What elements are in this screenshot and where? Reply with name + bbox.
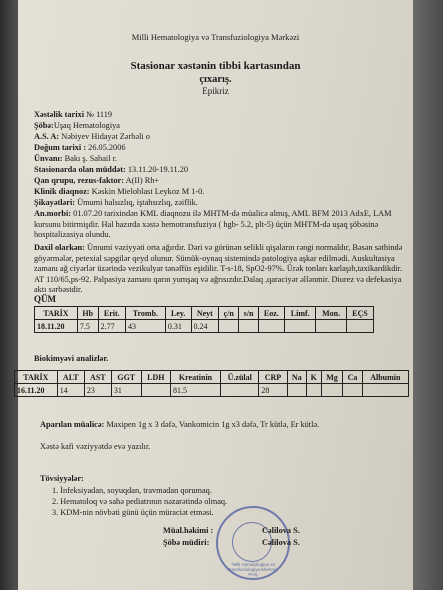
biochem-cell <box>287 384 306 397</box>
biochem-cell: 81.5 <box>170 384 220 397</box>
document-page <box>18 0 413 590</box>
blood-cell: 18.11.20 <box>35 320 78 333</box>
blood-header: Erit. <box>98 307 125 320</box>
blood-header: Hb <box>77 307 98 320</box>
biochem-header: Ca <box>343 371 362 384</box>
blood-header: EÇS <box>346 307 373 320</box>
info-diagnosis: Klinik diaqnoz: Kəskin Mieloblast Leykoz M 1-0. <box>34 187 205 196</box>
biochem-table <box>14 370 409 397</box>
biochem-header: AST <box>84 371 111 384</box>
biochem-cell <box>362 384 408 397</box>
info-stay: Stasionarda olan müddət: 13.11.20-19.11.20 <box>34 165 189 174</box>
blood-header: Limf. <box>284 307 315 320</box>
biochem-cell: 14 <box>57 384 84 397</box>
stamp-text: "Milli Hematologiya və Transfuziologiya Mərkəzi" PHŞ <box>227 562 279 577</box>
biochem-cell <box>306 384 321 397</box>
biochem-header: Albumin <box>362 371 408 384</box>
signature-head-name: Cəlilova S. <box>262 538 300 547</box>
blood-cell <box>258 320 284 333</box>
biochem-cell: 16.11.20 <box>15 384 58 397</box>
blood-cell <box>346 320 373 333</box>
blood-label: QÜM <box>34 294 56 304</box>
info-address: Ünvanı: Bakı ş. Sabail r. <box>34 154 117 163</box>
biochem-header: GGT <box>111 371 141 384</box>
blood-cell: 0.24 <box>191 320 219 333</box>
blood-cell <box>219 320 239 333</box>
biochem-header: Kreatinin <box>170 371 220 384</box>
treatment: Aparılan müalicə: Maxipen 1g x 3 dəfə, Vankomicin 1g x3 dəfə, Tr kütlə, Er kütlə. <box>40 420 320 429</box>
list-item: 3. KDM-nin növbəti günü üçün müraciət etməsi. <box>52 508 214 517</box>
blood-cell <box>239 320 259 333</box>
background-left <box>0 0 18 590</box>
blood-table <box>34 306 374 333</box>
info-department: Şöbə:Uşaq Hematologiya <box>34 121 120 130</box>
biochem-header: CRP <box>259 371 287 384</box>
blood-cell <box>316 320 346 333</box>
biochem-cell <box>321 384 343 397</box>
blood-header: Neyt <box>191 307 219 320</box>
info-complaints: Şikayətləri: Ümumi halsızlıq, iştahsızlıq, zəiflik. <box>34 198 198 207</box>
doc-title-2: çıxarış. <box>199 74 232 85</box>
biochem-header: LDH <box>141 371 170 384</box>
info-name: A.S. A: Nəbiyev Hidayət Zərbəli o <box>34 132 150 141</box>
info-history: Xəstəlik tarixi № 1119 <box>34 110 113 119</box>
blood-header: Ley. <box>165 307 191 320</box>
blood-header-row <box>35 307 374 320</box>
table-row <box>35 320 374 333</box>
doc-subtitle: Epikriz <box>202 86 229 96</box>
biochem-label: Biokimyəvi analizlər. <box>34 354 109 363</box>
biochem-header-row <box>15 371 409 384</box>
blood-header: s/n <box>239 307 259 320</box>
signature-doctor-label: Müal.həkimi : <box>163 526 214 535</box>
table-row <box>15 384 409 397</box>
biochem-cell <box>221 384 259 397</box>
biochem-header: TARİX <box>15 371 58 384</box>
biochem-header: Mg <box>321 371 343 384</box>
biochem-cell: 23 <box>84 384 111 397</box>
biochem-cell <box>343 384 362 397</box>
list-item: 1. İnfeksiyadan, soyuqdan, travmadan qorumaq. <box>52 486 212 495</box>
biochem-header: Na <box>287 371 306 384</box>
discharge-note: Xəstə kafi vəziyyətdə evə yazılır. <box>40 442 151 451</box>
blood-header: ç/n <box>219 307 239 320</box>
biochem-header: ALT <box>57 371 84 384</box>
blood-header: Mon. <box>316 307 346 320</box>
background-right <box>413 0 443 590</box>
biochem-header: Ü.zülal <box>221 371 259 384</box>
org-name: Milli Hematologiya və Transfuziologiya Mərkəzi <box>131 32 300 42</box>
blood-cell: 43 <box>125 320 165 333</box>
info-blood-group: Qan qrupu, rezus-faktor: A(II) Rh+ <box>34 176 160 185</box>
signature-doctor-name: Cəlilova S. <box>262 526 300 535</box>
blood-cell: 2.77 <box>98 320 125 333</box>
anamnesis: An.morbi: 01.07.20 tarixindən KML diaqnozu ilə MHTM-də müalicə almış, AML BFM 2013 AdxE, LAM kursunu bitirmişdir. Hal hazırda xəstə hemotransfuziya ( hgb- 5.2, plt-5) üçün MHTM-də uşaq şöbəsinə hospitalizasiya olundu. <box>34 209 392 240</box>
list-item: 2. Hematoloq və sahə pediatrının nəzarətində olmaq. <box>52 497 228 506</box>
admission-status: Daxil olarkən: Ümumi vəziyyəti orta ağırdır. Dəri və görünən selikli qişaların rəngi normaldır, Bəsən səthində göyərmələr, petexial səpgilər qeyd olunur. Sümük-oynaq sistemində patologiya aşkar edilmədi. Auskultasiya zamanı ağ ciyərlər üzərində vezikulyar tənəffüs eşidilir. T-s-18, SpO2-97%. Ürək tonları karlaşıb,taxikardikdir. AT 110/65,ps-92. Palpasiya zamanı qarın yumşaq və ağrısızdır.Dalaq ,qaraciyər əllənmir. Diurez və defekasiya aktı sərbəstdir. <box>34 243 403 295</box>
recommendations-label: Tövsiyyələr: <box>40 474 84 483</box>
biochem-cell: 28 <box>259 384 287 397</box>
blood-cell: 7.5 <box>77 320 98 333</box>
blood-cell <box>284 320 315 333</box>
doc-title: Stasionar xəstənin tibbi kartasından <box>130 60 301 72</box>
biochem-cell: 31 <box>111 384 141 397</box>
biochem-cell <box>141 384 170 397</box>
blood-header: Eoz. <box>258 307 284 320</box>
info-birthdate: Doğum tarixi : 26.05.2006 <box>34 143 126 152</box>
blood-header: TARİX <box>35 307 78 320</box>
blood-cell: 0.31 <box>165 320 191 333</box>
signature-head-label: Şöbə müdiri: <box>163 538 210 547</box>
blood-header: Tromb. <box>125 307 165 320</box>
biochem-header: K <box>306 371 321 384</box>
